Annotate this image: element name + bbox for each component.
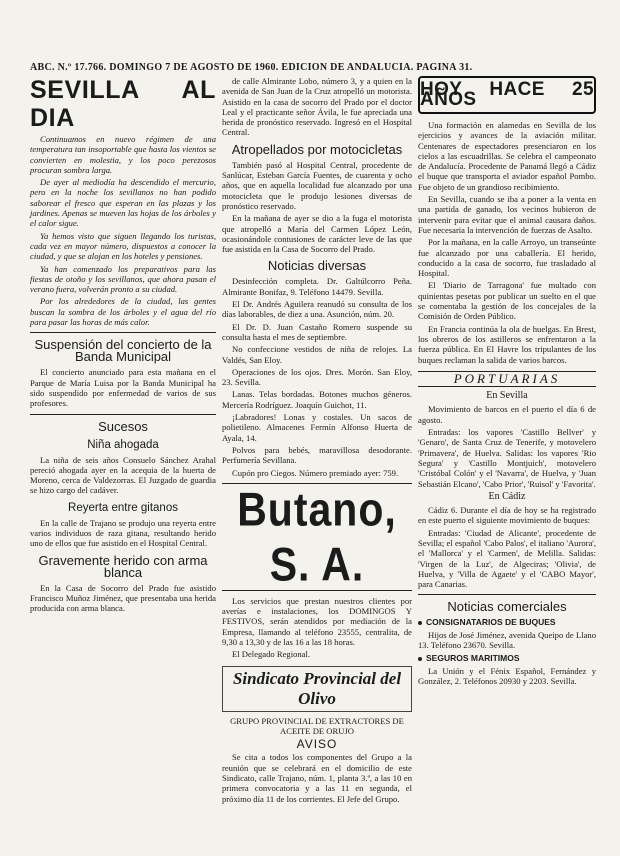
bullet-icon — [418, 657, 422, 661]
paragraph: En Sevilla, cuando se iba a poner a la venta en una partida de ganado, los vecinos hubieron de intervenir para evitar que el animal causara daños. Fue necesaria la intervención de fuerzas de Asalto. — [418, 194, 596, 235]
paragraph: También pasó al Hospital Central, procedente de Sanlúcar, Esteban García Fuentes, de cuarenta y ocho años, que en aquella localidad fue alcanzado por una motocicleta que le produjo lesiones diversas de pronóstico reservado. — [222, 159, 412, 211]
notice: Cupón pro Ciegos. Número premiado ayer: 759. — [232, 467, 399, 478]
nina-text: La niña de seis años Consuelo Sánchez Arahal pereció ahogada ayer en la acequia de la huerta de Moreno, cerca de Valdezorras. El Juzgado de guardia se hizo cargo del cadáver. — [30, 454, 216, 496]
notice: Desinfección completa. Dr. Galtúlcorro Peña. Almirante Bonifaz, 9. Teléfono 14479. Sevilla. — [222, 276, 412, 297]
atropellados-heading: Atropellados por motocicletas — [231, 141, 403, 157]
paragraph: Por la mañana, en la calle Arroyo, un transeúnte fue alcanzado por una caballería. El herido, conducido a la casa de socorro, fue trasladado al Hospital. — [418, 237, 596, 279]
paragraph: Por los alrededores de la ciudad, las gentes buscan la sombra de los árboles y el agua del río para pasar las horas de más calor. — [30, 296, 216, 328]
bullet-icon — [418, 621, 422, 625]
paragraph: Una formación en alamedas en Sevilla de los ejercicios y avances de la aviación militar. Centenares de espectadores presenciaron en los cielos a las escuadrillas. Se celebra el campeonato de Andalucía. Procedente de Panamá llegó a Cádiz el buque que transporta el aviador español Pombo. Fue objeto de un grandioso recibimiento. — [418, 120, 596, 192]
notice: ¡Labradores! Lonas y costales. Un sacos de polietileno. Almacenes Fermín Alfonso Huerta de Ayala, 14. — [222, 412, 412, 443]
consignatarios-heading — [418, 617, 596, 627]
sucesos-heading: Sucesos — [98, 418, 148, 434]
notice: El Dr. Andrés Aguilera reanudó su consulta de los días laborables, de diez a una. Asunción, núm. 20. — [222, 299, 412, 320]
aviso-heading: AVISO — [296, 737, 338, 752]
seguros-heading — [418, 653, 596, 663]
grupo-text: GRUPO PROVINCIAL DE EXTRACTORES DE ACEITE DE ORUJO — [230, 715, 404, 736]
concierto-text: El concierto anunciado para esta mañana en el Parque de María Luisa por la Banda Municipal ha sido suspendido por enfermedad de varios de sus profesores. — [30, 367, 216, 409]
en-sevilla-heading: En Sevilla — [486, 390, 528, 402]
butano-logo: Butano, S. A. — [237, 482, 397, 591]
divider — [30, 414, 216, 415]
en-cadiz-heading: En Cádiz — [488, 490, 526, 502]
notice: Lanas. Telas bordadas. Botones muchos géneros. Mercería Rodríguez. Joaquín Guichot, 11. — [222, 389, 412, 410]
aviso-text: Se cita a todos los componentes del Grupo a la reunión que se celebrará en el domicilio de este Sindicato, calle Trajano, núm. 1, planta 3.ª, a las 10 en primera convocatoria y a las 11 en segunda, el próximo día 11 de los corrientes. El Jefe del Grupo. — [222, 752, 412, 804]
column-right — [418, 76, 596, 688]
paragraph: El 'Diario de Tarragona' fue multado con quinientas pesetas por publicar un suelto en el que se comentaba la gestión de los concejales de la Comisión de Orden Público. — [418, 280, 596, 322]
noticias-comerciales-heading: Noticias comerciales — [447, 599, 567, 615]
paragraph: Entradas: los vapores 'Castillo Bellver' y 'Genaro', de Santa Cruz de Tenerife, y motovelero 'Primavera', de Huelva. Salidas: los vapores 'Rio Segura' y 'Castillo Montjuich', motovelero 'Cristóbal Colón' y el 'Navarra', de Huelva, y 'Juan Sebastián Elcano', 'Cabo Prior', 'Ruisol' y 'Favorita'. — [418, 427, 596, 489]
herido-text: En la Casa de Socorro del Prado fue asistido Francisco Muñoz Jiménez, que presentaba una herida producida con arma blanca. — [30, 582, 216, 614]
column-left — [30, 76, 216, 616]
paragraph: La Unión y el Fénix Español, Fernández y González, 2. Teléfonos 20930 y 2203. Sevilla. — [418, 665, 596, 686]
reyerta-heading: Reyerta entre gitanos — [68, 501, 178, 514]
divider — [30, 332, 216, 333]
noticias-diversas-heading: Noticias diversas — [267, 258, 367, 274]
notice: El Dr. D. Juan Castaño Romero suspende su consulta hasta el mes de septiembre. — [222, 321, 412, 342]
notice: No confeccione vestidos de niña de relojes. La Valdés, San Eloy. — [222, 344, 412, 365]
paragraph: Cádiz 6. Durante el día de hoy se ha registrado en este puerto el siguiente movimiento de buques: — [418, 505, 596, 526]
paragraph: En la mañana de ayer se dio a la fuga el motorista que atropelló a María del Carmen López León, ocasionándole contusiones de carácter leve de las que fue asistida en la Casa de Socorro del Prado. — [222, 213, 412, 255]
consignatarios-label: CONSIGNATARIOS DE BUQUES — [426, 617, 556, 628]
paragraph: Entradas: 'Ciudad de Alicante', procedente de Sevilla; el español 'Cabo Palos', el italiano 'Aurora', el 'Mallorca' y el 'Carmen', de Melilla. Salidas: 'Virgen de la Luz', de Algeciras; 'Olivia', de Huelva, y 'Villa de Agaete' y el 'CABO Mayor', para Canarias. — [418, 527, 596, 590]
paragraph: Hijos de José Jiménez, avenida Queipo de Llano 13. Teléfono 23670. Sevilla. — [418, 629, 596, 651]
column-middle — [222, 76, 412, 806]
divider — [418, 594, 596, 595]
paragraph: de calle Almirante Lobo, número 3, y a quien en la avenida de San Juan de la Cruz atropelló un motorista. Asistido en la casa de socorro del Prado por el doctor Leal y el practicante señor Ávila, le fue apreciada una herida de pronóstico reservado. Ingresó en el Hospital Central. — [222, 76, 412, 138]
seguros-label: SEGUROS MARITIMOS — [426, 653, 520, 664]
paragraph: De ayer al mediodía ha descendido el mercurio, pero en la noche los sevillanos no han podido saborear el fresco que esperan en las plazas y los jardines. Apenas se mueven las hojas de los árboles y el calor sigue. — [30, 177, 216, 229]
notice: Operaciones de los ojos. Dres. Morón. San Eloy, 23. Sevilla. — [222, 366, 412, 388]
concierto-heading: Suspensión del concierto de la Banda Municipal — [34, 337, 212, 365]
paragraph: Ya han comenzado los preparativos para las fiestas de otoño y los sevillanos, que ahora pasan el verano fuera, volverán pronto a su ciudad. — [30, 263, 216, 295]
reyerta-text: En la calle de Trajano se produjo una reyerta entre varios individuos de raza gitana, resultando herido uno de ellos que fue asistido en el Hospital Central. — [30, 517, 216, 549]
nina-heading: Niña ahogada — [87, 438, 159, 451]
butano-text: Los servicios que prestan nuestros clientes por averías e instalaciones, los DOMINGOS Y FESTIVOS, serán atendidos por mediación de la Empresa, llamando al teléfono 23555, centralita, de 9,30 a 13,30 y de las 16 a las 18 horas. — [222, 595, 412, 647]
herido-heading: Gravemente herido con arma blanca — [38, 552, 208, 580]
notice: Polvos para bebés, maravillosa desodorante. Perfumería Sevillana. — [222, 444, 412, 466]
paragraph: En Francia continúa la ola de huelgas. En Brest, los obreros de los astilleros se enfrentaron a la fuerza pública. En El Havre los tripulantes de los buques reclaman la salida de varios barcos. — [418, 323, 596, 365]
paragraph: Movimiento de barcos en el puerto el día 6 de agosto. — [418, 404, 596, 425]
paragraph: Ya hemos visto que siguen llegando los turistas, cada vez en mayor número, dispuestos a conocer la ciudad, y que se alojan en los hoteles y pensiones. — [30, 230, 216, 262]
delegado-text: El Delegado Regional. — [232, 649, 311, 660]
intro-paragraph: Continuamos en nuevo régimen de una temperatura tan insoportable que hasta los vientos se convierten en molestia, y los poco perezosos procuran sombra larga. — [30, 134, 216, 175]
page-header: ABC. N.º 17.766. DOMINGO 7 DE AGOSTO DE 1960. EDICION DE ANDALUCIA. PAGINA 31. — [30, 62, 473, 73]
hoy-hace-25-anos-box: HOY HACE 25 AÑOS — [418, 76, 596, 114]
sindicato-title: Sindicato Provincial del Olivo — [222, 666, 412, 712]
portuarias-heading: PORTUARIAS — [418, 371, 596, 387]
sevilla-al-dia-title: SEVILLA AL DIA — [30, 76, 216, 132]
